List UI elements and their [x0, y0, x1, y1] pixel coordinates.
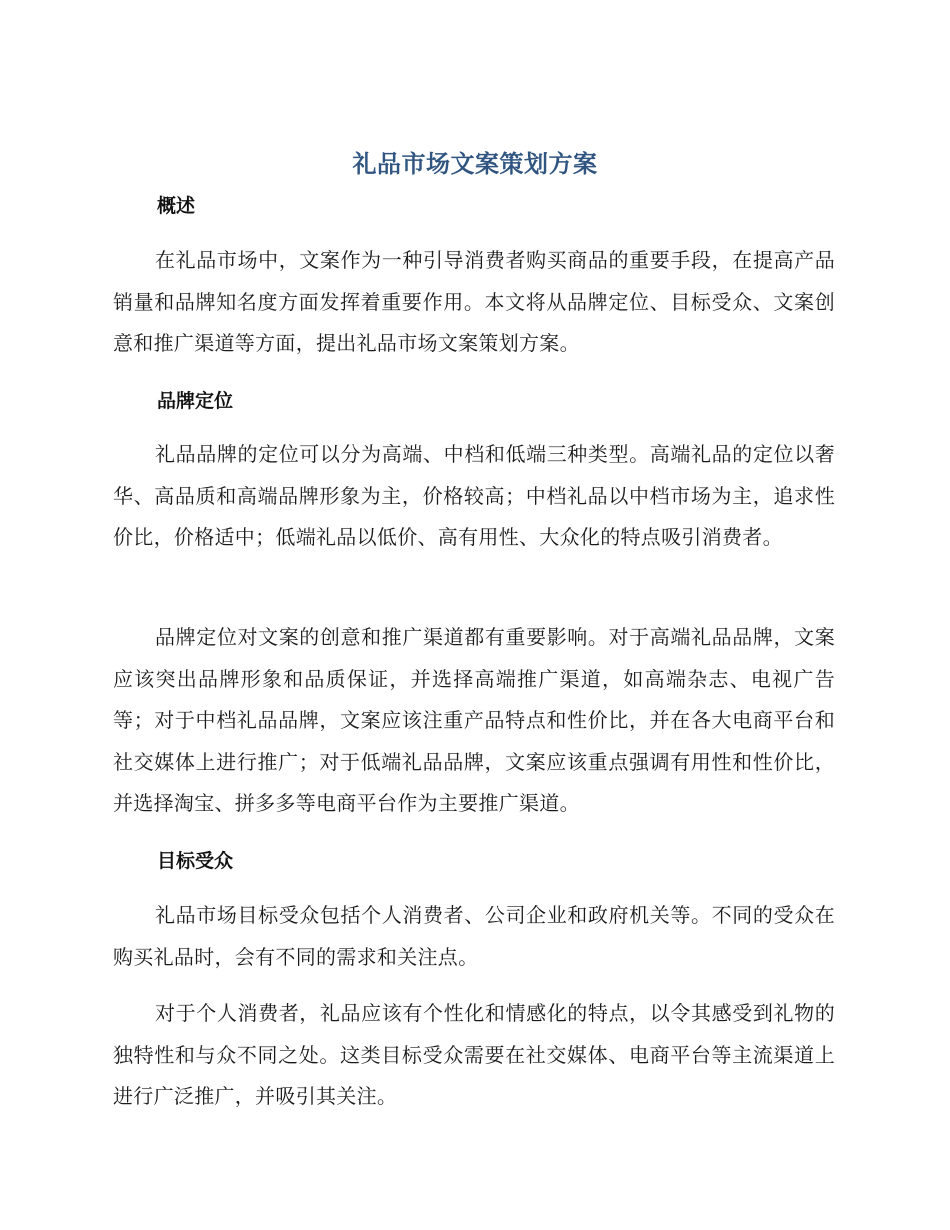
paragraph-target-audience-1: 礼品市场目标受众包括个人消费者、公司企业和政府机关等。不同的受众在购买礼品时，会有不同的需求和关注点。 — [113, 903, 835, 969]
paragraph-brand-positioning-1: 礼品品牌的定位可以分为高端、中档和低端三种类型。高端礼品的定位以奢华、高品质和高端品牌形象为主，价格较高；中档礼品以中档市场为主，追求性价比，价格适中；低端礼品以低价、高有用性、大众化的特点吸引消费者。 — [113, 442, 835, 549]
section-heading-target-audience: 目标受众 — [157, 850, 234, 872]
paragraph-target-audience-2: 对于个人消费者，礼品应该有个性化和情感化的特点，以令其感受到礼物的独特性和与众不同之处。这类目标受众需要在社交媒体、电商平台等主流渠道上进行广泛推广，并吸引其关注。 — [113, 1001, 835, 1108]
paragraph-overview: 在礼品市场中，文案作为一种引导消费者购买商品的重要手段，在提高产品销量和品牌知名度方面发挥着重要作用。本文将从品牌定位、目标受众、文案创意和推广渠道等方面，提出礼品市场文案策划方案。 — [113, 248, 835, 355]
section-heading-brand-positioning: 品牌定位 — [157, 390, 234, 412]
section-heading-overview: 概述 — [157, 195, 196, 217]
paragraph-brand-positioning-2: 品牌定位对文案的创意和推广渠道都有重要影响。对于高端礼品品牌，文案应该突出品牌形象和品质保证，并选择高端推广渠道，如高端杂志、电视广告等；对于中档礼品品牌，文案应该注重产品特点和性价比，并在各大电商平台和社交媒体上进行推广；对于低端礼品品牌，文案应该重点强调有用性和性价比，并选择淘宝、拼多多等电商平台作为主要推广渠道。 — [113, 625, 835, 815]
document-title: 礼品市场文案策划方案 — [352, 150, 598, 178]
